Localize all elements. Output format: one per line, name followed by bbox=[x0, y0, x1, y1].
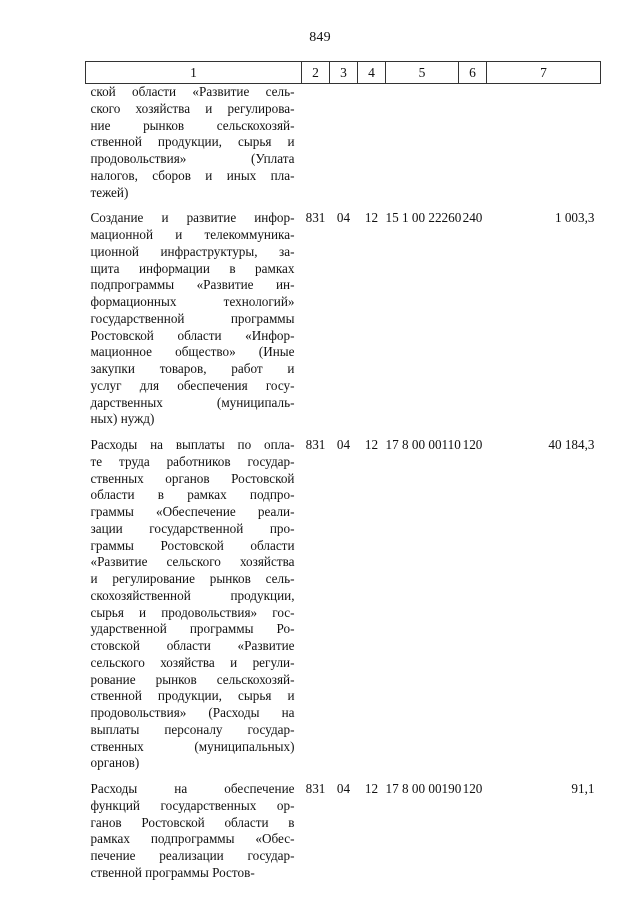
description-line: ственных органов Ростовской bbox=[90, 470, 295, 486]
description-line: щита информации в рамках bbox=[90, 260, 295, 276]
subsection-code bbox=[358, 84, 386, 211]
amount-value: 40 184,3 bbox=[548, 437, 595, 452]
section-code: 04 bbox=[336, 437, 351, 452]
description-line: ных) нужд) bbox=[90, 411, 155, 427]
description-line: продовольствия» (Уплата bbox=[90, 151, 295, 166]
description-line: формационных технологий» bbox=[90, 294, 295, 309]
section-code bbox=[330, 84, 358, 211]
description-line: мационное общество» (Иные bbox=[90, 344, 295, 360]
header-col-1: 1 bbox=[86, 62, 302, 84]
description-line: ственных (муниципальных) bbox=[90, 738, 295, 754]
amount-value: 1 003,3 bbox=[554, 210, 595, 226]
row-description bbox=[86, 210, 302, 437]
description-line: ционной инфраструктуры, за- bbox=[90, 243, 295, 259]
amount-value: 91,1 bbox=[571, 781, 595, 796]
description-line: печение реализации государ- bbox=[90, 848, 295, 863]
description-line: сельского хозяйства и регули- bbox=[90, 654, 295, 670]
description-line: дарственных (муниципаль- bbox=[90, 394, 295, 410]
description-line: услуг для обеспечения госу- bbox=[90, 377, 295, 393]
description-line: выплаты персоналу государ- bbox=[90, 721, 295, 737]
description-line: тежей) bbox=[90, 184, 129, 200]
description-line: «Развитие сельского хозяйства bbox=[90, 554, 295, 570]
ministry-code bbox=[302, 84, 330, 211]
description-line: стовской области «Развитие bbox=[90, 638, 295, 653]
description-line: государственной программы bbox=[90, 310, 295, 326]
header-col-3: 3 bbox=[330, 62, 358, 84]
row-description bbox=[86, 781, 302, 891]
table-row bbox=[86, 781, 601, 891]
page-number: 849 bbox=[309, 30, 331, 45]
budget-table bbox=[85, 61, 601, 891]
subsection-code: 12 bbox=[364, 437, 379, 452]
description-line: граммы Ростовской области bbox=[90, 537, 295, 553]
expense-type-code bbox=[459, 84, 487, 211]
table-row bbox=[86, 84, 601, 211]
subsection-code: 12 bbox=[364, 781, 379, 796]
description-line: ственной продукции, сырья и bbox=[90, 134, 295, 150]
ministry-code: 831 bbox=[305, 437, 326, 452]
description-line: зации государственной про- bbox=[90, 520, 295, 536]
description-line: ударственной программы Ро- bbox=[90, 621, 295, 637]
description-line: ского хозяйства и регулирова- bbox=[90, 100, 295, 116]
subsection-code: 12 bbox=[364, 210, 379, 226]
table-row bbox=[86, 437, 601, 781]
description-line: граммы «Обеспечение реали- bbox=[90, 504, 295, 519]
target-article-code: 17 8 00 00190 bbox=[385, 781, 462, 796]
description-line: те труда работников государ- bbox=[90, 453, 295, 469]
section-code: 04 bbox=[336, 781, 351, 796]
description-line: Расходы на выплаты по опла- bbox=[90, 437, 295, 452]
description-line: скохозяйственной продукции, bbox=[90, 587, 295, 603]
description-line: сырья и продовольствия» гос- bbox=[90, 604, 295, 620]
header-col-7: 7 bbox=[487, 62, 601, 84]
description-line: закупки товаров, работ и bbox=[90, 361, 295, 376]
amount-value bbox=[487, 84, 601, 211]
expense-type-code: 120 bbox=[462, 437, 483, 452]
table-row bbox=[86, 210, 601, 437]
description-line: подпрограммы «Развитие ин- bbox=[90, 277, 295, 293]
expense-type-code: 240 bbox=[462, 210, 483, 226]
description-line: области в рамках подпро- bbox=[90, 487, 295, 503]
expense-type-code: 120 bbox=[462, 781, 483, 796]
description-line: Расходы на обеспечение bbox=[90, 781, 295, 796]
description-line: рование рынков сельскохозяй- bbox=[90, 671, 295, 687]
header-row bbox=[86, 62, 601, 84]
description-line: налогов, сборов и иных пла- bbox=[90, 167, 295, 183]
section-code: 04 bbox=[336, 210, 351, 226]
table-body bbox=[86, 84, 601, 891]
ministry-code: 831 bbox=[305, 781, 326, 796]
row-description bbox=[86, 84, 302, 211]
description-line: органов) bbox=[90, 755, 140, 771]
description-line: Ростовской области «Инфор- bbox=[90, 327, 295, 343]
header-col-4: 4 bbox=[358, 62, 386, 84]
description-line: ственной программы Ростов- bbox=[90, 864, 255, 880]
description-line: продовольствия» (Расходы на bbox=[90, 705, 295, 720]
header-col-5: 5 bbox=[386, 62, 459, 84]
target-article-code bbox=[386, 84, 459, 211]
target-article-code: 17 8 00 00110 bbox=[385, 437, 461, 452]
description-line: функций государственных ор- bbox=[90, 797, 295, 813]
description-line: рамках подпрограммы «Обес- bbox=[90, 831, 295, 847]
description-line: ганов Ростовской области в bbox=[90, 814, 295, 830]
description-line: мационной и телекоммуника- bbox=[90, 227, 295, 242]
description-line: ственной продукции, сырья и bbox=[90, 688, 295, 704]
header-col-6: 6 bbox=[459, 62, 487, 84]
table-header bbox=[86, 62, 601, 84]
target-article-code: 15 1 00 22260 bbox=[385, 210, 462, 226]
description-line: и регулирование рынков сель- bbox=[90, 571, 295, 586]
description-line: ской области «Развитие сель- bbox=[90, 84, 295, 99]
description-line: Создание и развитие инфор- bbox=[90, 210, 295, 226]
row-description bbox=[86, 437, 302, 781]
header-col-2: 2 bbox=[302, 62, 330, 84]
description-line: ние рынков сельскохозяй- bbox=[90, 117, 295, 133]
ministry-code: 831 bbox=[305, 210, 326, 226]
